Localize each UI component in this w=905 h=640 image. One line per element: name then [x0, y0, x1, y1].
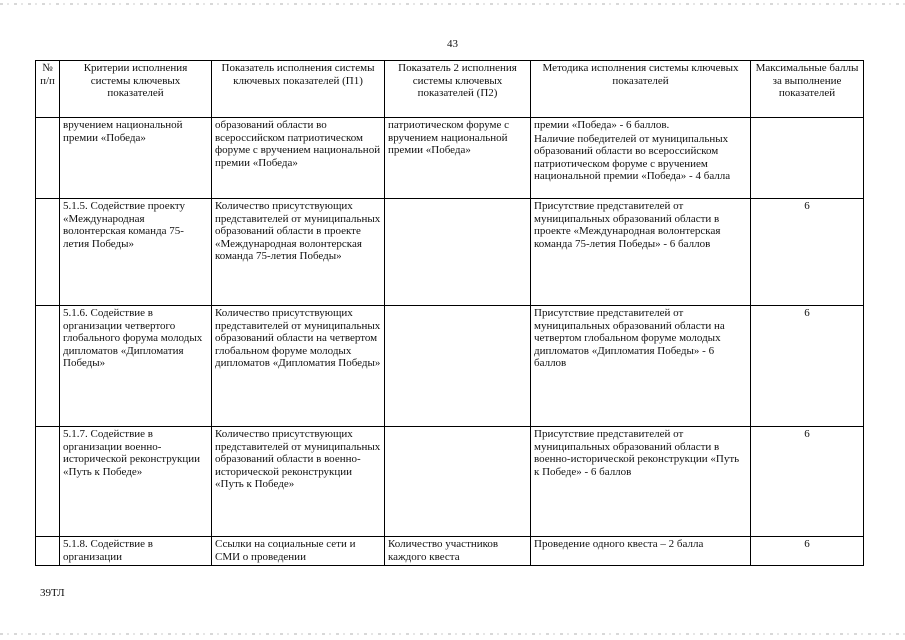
header-p2: Показатель 2 исполнения системы ключевых показателей (П2)	[385, 61, 531, 118]
row-p1: Количество присутствующих представителей от муниципальных образований области в военно-исторической реконструкции «Путь к Победе»	[212, 427, 385, 537]
scan-edge-bottom	[0, 633, 905, 635]
row-criteria: 5.1.8. Содействие в организации	[60, 537, 212, 566]
header-p1: Показатель исполнения системы ключевых показателей (П1)	[212, 61, 385, 118]
row-p2	[385, 427, 531, 537]
method-paragraph: Проведение одного квеста – 2 балла	[534, 538, 704, 550]
row-criteria: вручением национальной премии «Победа»	[60, 118, 212, 199]
table-row	[36, 118, 864, 199]
row-criteria: 5.1.7. Содействие в организации военно-исторической реконструкции «Путь к Победе»	[60, 427, 212, 537]
header-method: Методика исполнения системы ключевых показателей	[531, 61, 751, 118]
row-method	[531, 427, 751, 537]
row-p2: патриотическом форуме с вручением национальной премии «Победа»	[385, 118, 531, 199]
table-row	[36, 427, 864, 537]
method-paragraph: премии «Победа» - 6 баллов.	[534, 119, 670, 131]
row-num	[36, 537, 60, 566]
row-method	[531, 199, 751, 306]
method-paragraph: Присутствие представителей от муниципальных образований области на четвертом глобальном форуме молодых дипломатов «Дипломатия Победы» - 6 баллов	[534, 307, 725, 369]
row-method	[531, 306, 751, 427]
header-max: Максимальные баллы за выполнение показателей	[751, 61, 864, 118]
criteria-table	[35, 60, 864, 566]
row-method	[531, 537, 751, 566]
row-method	[531, 118, 751, 199]
row-p1: Количество присутствующих представителей от муниципальных образований области в проекте «Международная волонтерская команда 75-летия Победы»	[212, 199, 385, 306]
table-row	[36, 306, 864, 427]
row-p2: Количество участников каждого квеста	[385, 537, 531, 566]
page-number: 43	[447, 38, 458, 50]
row-p1: образований области во всероссийском патриотическом форуме с вручением национальной премии «Победа»	[212, 118, 385, 199]
row-criteria: 5.1.5. Содействие проекту «Международная волонтерская команда 75-летия Победы»	[60, 199, 212, 306]
table-row	[36, 537, 864, 566]
row-max: 6	[751, 537, 864, 566]
row-p2	[385, 199, 531, 306]
header-num: № п/п	[36, 61, 60, 118]
row-max: 6	[751, 199, 864, 306]
row-num	[36, 118, 60, 199]
row-num	[36, 427, 60, 537]
table-header-row	[36, 61, 864, 118]
row-max: 6	[751, 306, 864, 427]
method-paragraph: Присутствие представителей от муниципальных образований области в проекте «Международная волонтерская команда 75-летия Победы» - 6 баллов	[534, 200, 721, 250]
header-criteria: Критерии исполнения системы ключевых показателей	[60, 61, 212, 118]
method-paragraph: Присутствие представителей от муниципальных образований области в военно-исторической реконструкции «Путь к Победе» - 6 баллов	[534, 428, 740, 478]
table-row	[36, 199, 864, 306]
row-max: 6	[751, 427, 864, 537]
scan-edge-top	[0, 3, 905, 5]
row-num	[36, 306, 60, 427]
document-code: 39ТЛ	[40, 587, 65, 599]
row-max	[751, 118, 864, 199]
row-criteria: 5.1.6. Содействие в организации четвертого глобального форума молодых дипломатов «Дипломатия Победы»	[60, 306, 212, 427]
method-paragraph: Наличие победителей от муниципальных образований области во всероссийском патриотическом форуме с вручением национальной премии «Победа» - 4 балла	[534, 132, 731, 182]
row-p1: Ссылки на социальные сети и СМИ о проведении	[212, 537, 385, 566]
row-p1: Количество присутствующих представителей от муниципальных образований области на четвертом глобальном форуме молодых дипломатов «Дипломатия Победы»	[212, 306, 385, 427]
row-p2	[385, 306, 531, 427]
row-num	[36, 199, 60, 306]
